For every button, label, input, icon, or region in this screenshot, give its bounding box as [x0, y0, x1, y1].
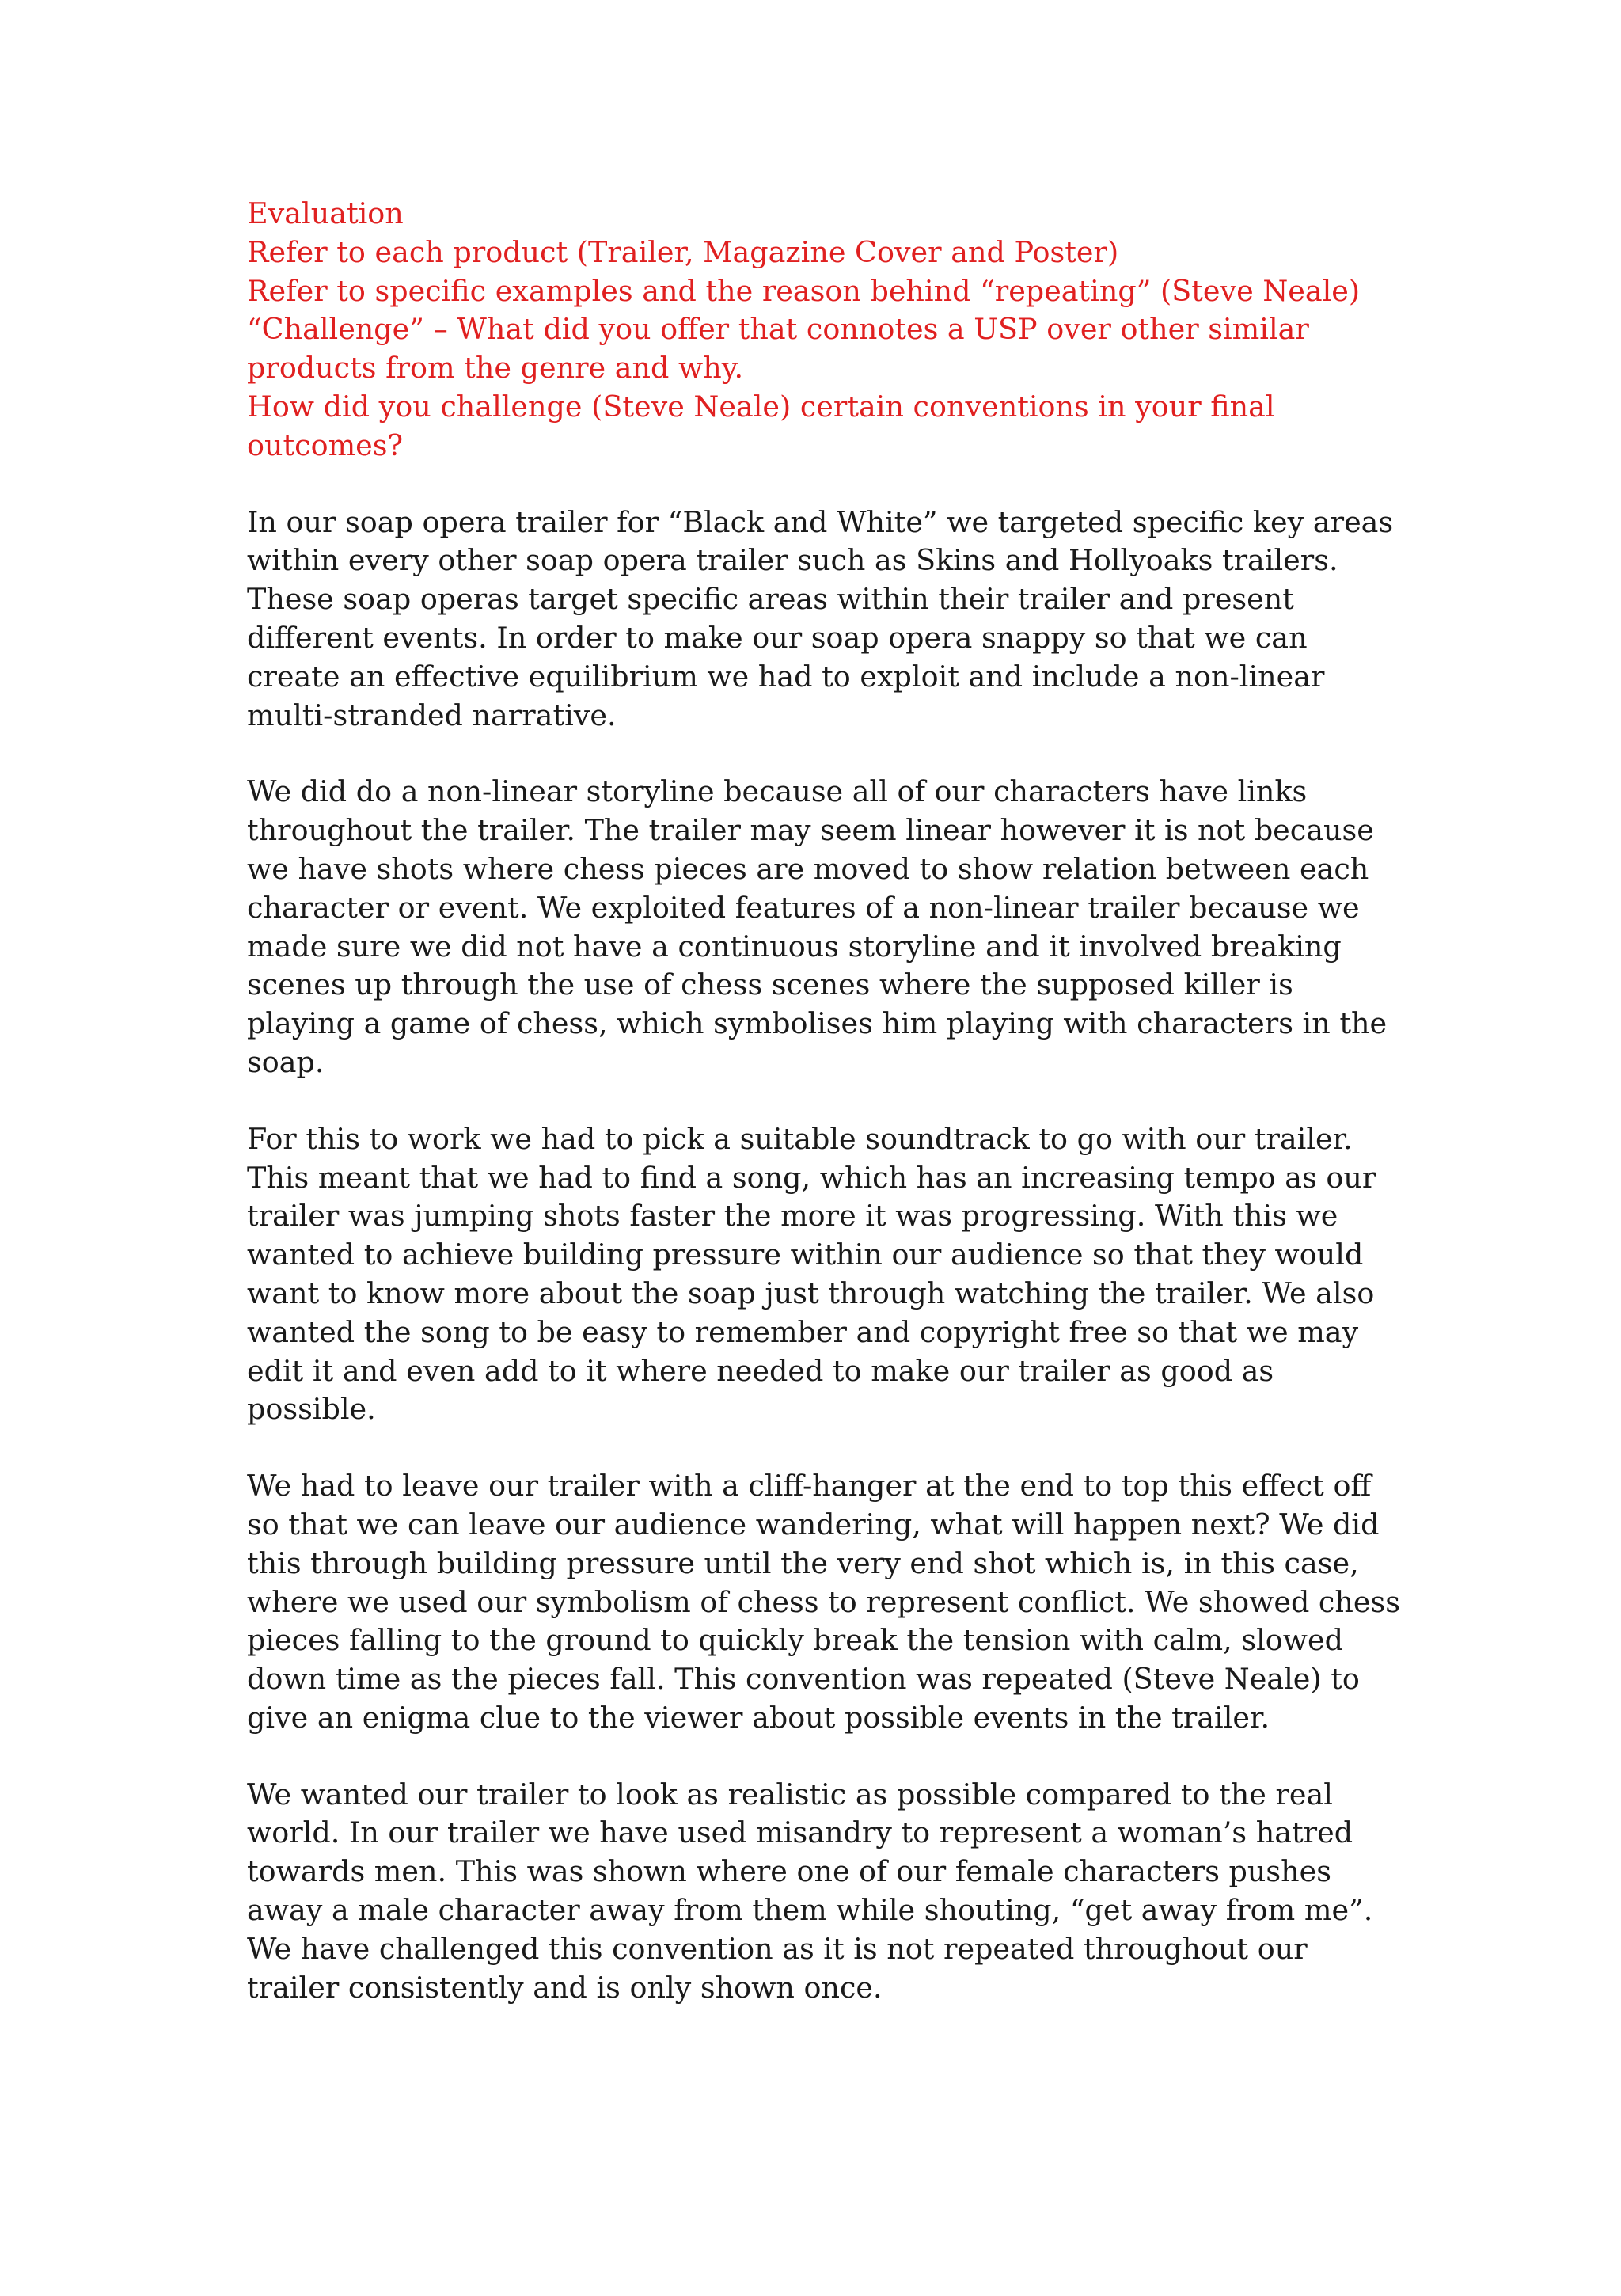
paragraph-soundtrack: For this to work we had to pick a suitable soundtrack to go with our trailer. This meant that we had to find a song, which has an increasing tempo as our trailer was jumping shots faster the more it was progressing. With this we wanted to achieve building pressure within our audience so that they would want to know more about the soap just through watching the trailer. We also wanted the song to be easy to remember and copyright free so that we may edit it and even add to it where needed to make our trailer as good as possible.: [247, 1121, 1376, 1427]
prompt-line-examples: Refer to specific examples and the reason behind “repeating” (Steve Neale): [247, 273, 1361, 308]
document-body: [247, 195, 1403, 2007]
prompt-heading: Evaluation: [247, 196, 404, 230]
paragraph-cliff-hanger: We had to leave our trailer with a cliff-hanger at the end to top this effect off so that we can leave our audience wandering, what will happen next? We did this through building pressure until the very end shot which is, in this case, where we used our symbolism of chess to represent conflict. We showed chess pieces falling to the ground to quickly break the tension with calm, slowed down time as the pieces fall. This convention was repeated (Steve Neale) to give an enigma clue to the viewer about possible events in the trailer.: [247, 1469, 1400, 1735]
paragraph-narrative: In our soap opera trailer for “Black and White” we targeted specific key areas within every other soap opera trailer such as Skins and Hollyoaks trailers. These soap operas target specific areas within their trailer and present different events. In order to make our soap opera snappy so that we can create an effective equilibrium we had to exploit and include a non-linear multi-stranded narrative.: [247, 504, 1394, 732]
evaluation-prompt: [247, 195, 1403, 466]
paragraph-storyline: We did do a non-linear storyline because all of our characters have links throughout the trailer. The trailer may seem linear however it is not because we have shots where chess pieces are moved to show relation between each character or event. We exploited features of a non-linear trailer because we made sure we did not have a continuous storyline and it involved breaking scenes up through the use of chess scenes where the supposed killer is playing a game of chess, which symbolises him playing with characters in the soap.: [247, 774, 1388, 1079]
prompt-line-challenge: “Challenge” – What did you offer that connotes a USP over other similar products from the genre and why.: [247, 312, 1309, 386]
paragraph-realism: We wanted our trailer to look as realistic as possible compared to the real world. In our trailer we have used misandry to represent a woman’s hatred towards men. This was shown where one of our female characters pushes away a male character away from them while shouting, “get away from me”. We have challenged this convention as it is not repeated throughout our trailer consistently and is only shown once.: [247, 1777, 1373, 2005]
prompt-line-products: Refer to each product (Trailer, Magazine Cover and Poster): [247, 234, 1119, 269]
prompt-line-conventions: How did you challenge (Steve Neale) certain conventions in your final outcomes?: [247, 389, 1275, 462]
